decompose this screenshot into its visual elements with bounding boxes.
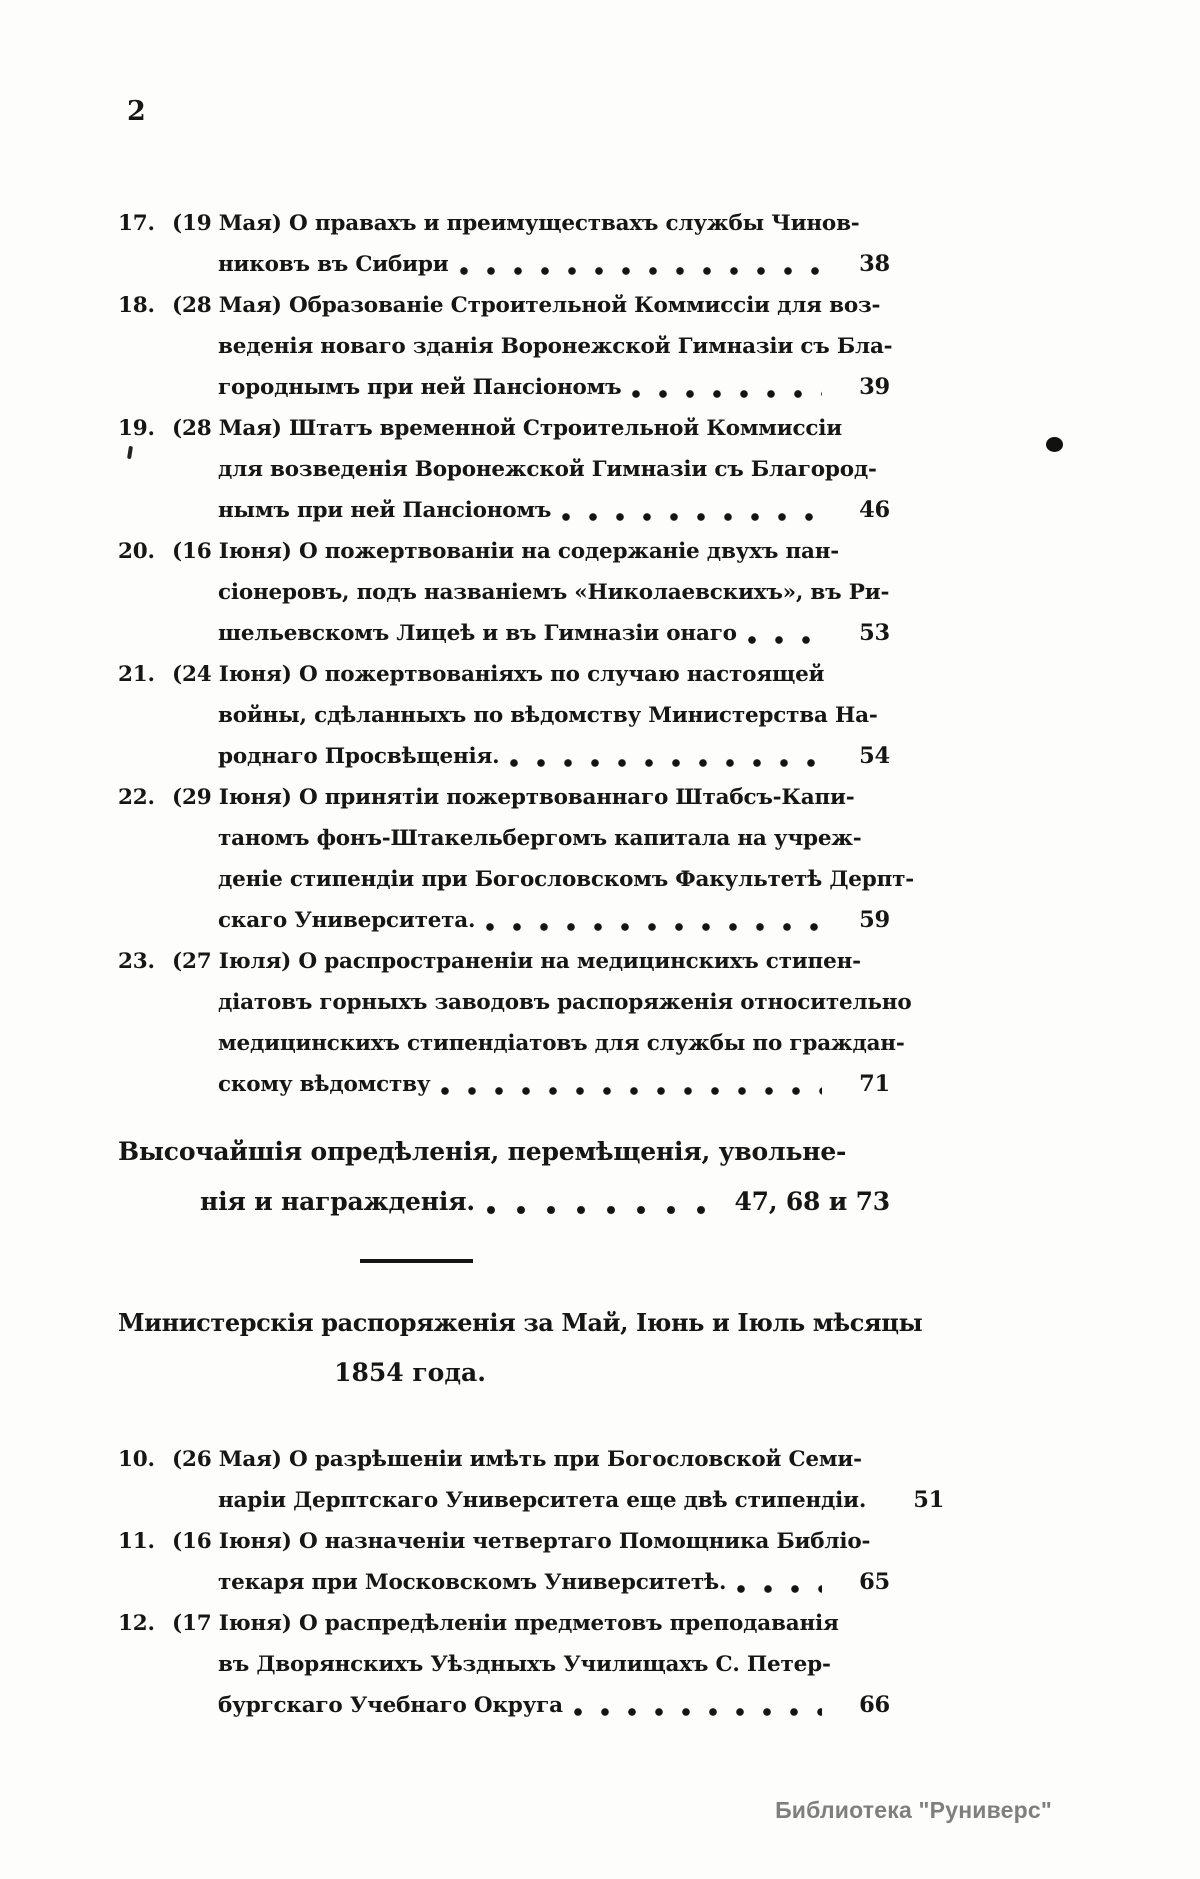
entry-page-number: 59 xyxy=(859,907,890,933)
entry-page-number: 65 xyxy=(859,1568,890,1595)
toc-entry xyxy=(118,1521,890,1603)
toc-entry xyxy=(118,777,914,941)
toc-entries-top xyxy=(118,203,914,1105)
toc-entry-line xyxy=(118,654,890,695)
toc-entry-line xyxy=(118,859,914,900)
dot-leader xyxy=(485,1177,719,1227)
toc-entry xyxy=(118,408,890,531)
royal-page-numbers: 47, 68 и 73 xyxy=(734,1187,890,1216)
royal-resolutions-heading xyxy=(118,1127,890,1227)
toc-entry-line xyxy=(118,613,890,654)
dot-leader xyxy=(459,244,822,285)
dot-leader xyxy=(631,367,822,408)
dot-leader xyxy=(440,1064,822,1105)
entry-text: (28 Мая) Образованіе Строительной Коммиссіи для воз- xyxy=(172,293,881,318)
toc-entry xyxy=(118,654,890,777)
toc-entry-line xyxy=(118,1562,890,1603)
entry-text: (16 Іюня) О назначеніи четвертаго Помощника Библіо- xyxy=(172,1528,871,1554)
toc-entry xyxy=(118,1603,890,1726)
ministry-heading-line2: 1854 года. xyxy=(334,1357,486,1387)
royal-heading-text: Высочайшія опредѣленія, перемѣщенія, увольне- xyxy=(118,1137,847,1166)
entry-text: (28 Мая) Штатъ временной Строительной Коммиссіи xyxy=(172,416,843,441)
entry-number: 12. xyxy=(118,1610,155,1636)
toc-entry-line xyxy=(118,203,890,244)
toc-entry xyxy=(118,941,912,1105)
entry-number: 23. xyxy=(118,949,155,974)
toc-entry-line xyxy=(118,900,890,941)
toc-entry-line xyxy=(118,285,890,326)
toc-column xyxy=(118,203,945,1726)
entry-text: (19 Мая) О правахъ и преимуществахъ службы Чинов- xyxy=(172,211,860,236)
entry-text: наріи Дерптскаго Университета еще двѣ стипендіи. xyxy=(218,1487,867,1513)
entry-text: скаго Университета. xyxy=(218,908,476,933)
library-watermark: Библиотека "Руниверс" xyxy=(775,1797,1052,1823)
entry-number: 20. xyxy=(118,539,155,564)
dot-leader xyxy=(509,736,822,777)
entry-number: 22. xyxy=(118,785,155,810)
entry-text: войны, сдѣланныхъ по вѣдомству Министерства На- xyxy=(218,703,878,728)
entry-text: шельевскомъ Лицеѣ и въ Гимназіи онаго xyxy=(218,621,737,646)
entry-text: таномъ фонъ-Штакельбергомъ капитала на учреж- xyxy=(218,826,862,851)
entry-text: (27 Іюля) О распространеніи на медицинскихъ стипен- xyxy=(172,949,861,974)
entry-text: бургскаго Учебнаго Округа xyxy=(218,1692,563,1718)
toc-entry-line xyxy=(118,1480,945,1521)
royal-heading-line xyxy=(118,1177,890,1227)
toc-entry-line xyxy=(118,818,890,859)
toc-entry-line xyxy=(118,1521,890,1562)
entry-number: 17. xyxy=(118,211,155,236)
entry-text: текаря при Московскомъ Университетѣ. xyxy=(218,1569,727,1595)
entry-text: (16 Іюня) О пожертвованіи на содержаніе двухъ пан- xyxy=(172,539,839,564)
entry-text: (29 Іюня) О принятіи пожертвованнаго Штабсъ-Капи- xyxy=(172,785,855,810)
ministry-section-heading xyxy=(118,1299,923,1399)
toc-entry-line xyxy=(118,1023,905,1064)
entry-number: 18. xyxy=(118,293,155,318)
toc-entry-line xyxy=(118,1064,890,1105)
entry-text: скому вѣдомству xyxy=(218,1072,431,1097)
dot-leader xyxy=(485,900,822,941)
section-divider-rule xyxy=(360,1259,473,1263)
ink-blot-artifact xyxy=(1046,437,1063,452)
entry-text: сіонеровъ, подъ названіемъ «Николаевскихъ», въ Ри- xyxy=(218,580,890,605)
toc-entry xyxy=(118,531,890,654)
entry-text: въ Дворянскихъ Уѣздныхъ Училищахъ С. Петер- xyxy=(218,1651,831,1677)
entry-text: для возведенія Воронежской Гимназіи съ Благород- xyxy=(218,457,877,482)
entry-number: 19. xyxy=(118,416,155,441)
entry-text: (17 Іюня) О распредѣленіи предметовъ преподаванія xyxy=(172,1610,839,1636)
toc-entry-line xyxy=(118,1439,890,1480)
dot-leader xyxy=(736,1562,822,1603)
toc-entries-ministry xyxy=(118,1439,945,1726)
entry-text: (24 Іюня) О пожертвованіяхъ по случаю настоящей xyxy=(172,662,825,687)
toc-entry-line xyxy=(118,1603,890,1644)
toc-entry xyxy=(118,203,890,285)
entry-text: никовъ въ Сибири xyxy=(218,252,449,277)
toc-entry-line xyxy=(118,1644,890,1685)
toc-entry-line xyxy=(118,572,890,613)
entry-page-number: 46 xyxy=(859,497,890,523)
dot-leader xyxy=(561,490,822,531)
toc-entry-line xyxy=(118,982,912,1023)
entry-page-number: 71 xyxy=(859,1071,890,1097)
entry-text: (26 Мая) О разрѣшеніи имѣть при Богословской Семи- xyxy=(172,1446,862,1472)
toc-entry-line xyxy=(118,408,890,449)
ministry-heading-line1: Министерскія распоряженія за Май, Іюнь и Іюль мѣсяцы xyxy=(118,1307,923,1337)
page-folio-number: 2 xyxy=(127,96,146,127)
toc-entry-line xyxy=(118,695,890,736)
entry-text: медицинскихъ стипендіатовъ для службы по граждан- xyxy=(218,1031,905,1056)
entry-text: роднаго Просвѣщенія. xyxy=(218,744,500,769)
toc-entry-line xyxy=(118,777,890,818)
entry-page-number: 53 xyxy=(859,620,890,646)
toc-entry-line xyxy=(118,367,890,408)
toc-entry-line xyxy=(118,941,890,982)
entry-text: веденія новаго зданія Воронежской Гимназіи съ Бла- xyxy=(218,334,893,359)
toc-entry-line xyxy=(118,326,893,367)
dot-leader xyxy=(747,613,822,654)
entry-text: нымъ при ней Пансіономъ xyxy=(218,498,552,523)
toc-entry-line xyxy=(118,531,890,572)
entry-text: діатовъ горныхъ заводовъ распоряженія относительно xyxy=(218,990,912,1015)
entry-page-number: 54 xyxy=(859,743,890,769)
entry-number: 11. xyxy=(118,1528,155,1554)
toc-entry-line xyxy=(118,736,890,777)
entry-number: 21. xyxy=(118,662,155,687)
entry-page-number: 66 xyxy=(859,1691,890,1718)
entry-page-number: 38 xyxy=(859,251,890,277)
toc-entry-line xyxy=(118,244,890,285)
entry-text: городнымъ при ней Пансіономъ xyxy=(218,375,622,400)
dot-leader xyxy=(573,1685,822,1726)
entry-text: деніе стипендіи при Богословскомъ Факультетѣ Дерпт- xyxy=(218,867,914,892)
royal-heading-line xyxy=(118,1127,890,1177)
entry-number: 10. xyxy=(118,1446,155,1472)
entry-page-number: 39 xyxy=(859,374,890,400)
toc-entry-line xyxy=(118,490,890,531)
entry-page-number: 51 xyxy=(913,1486,945,1513)
toc-entry xyxy=(118,285,893,408)
toc-entry-line xyxy=(118,1685,890,1726)
toc-entry-line xyxy=(118,449,890,490)
toc-entry xyxy=(118,1439,945,1521)
royal-heading-text: нія и награжденія. xyxy=(200,1187,475,1216)
